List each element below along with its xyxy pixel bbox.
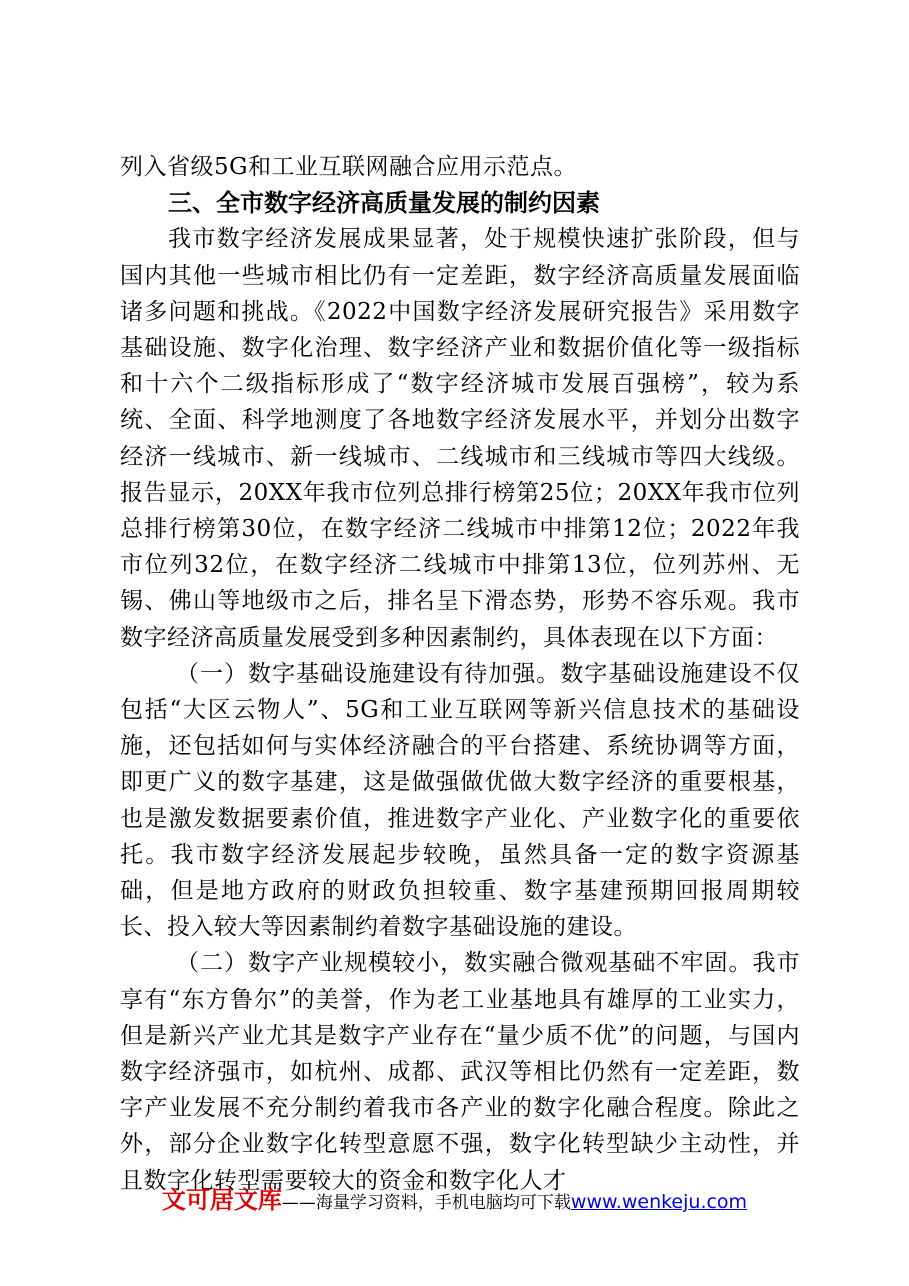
section-heading: 三、全市数字经济高质量发展的制约因素: [168, 189, 600, 218]
paragraph-continuation: 列入省级5G和工业互联网融合应用示范点。: [120, 154, 578, 180]
footer-brand: 文可居文库: [161, 1186, 282, 1214]
footer-tagline: ——海量学习资料，手机电脑均可下载: [281, 1193, 571, 1213]
paragraph-point-1: （一）数字基础设施建设有待加强。数字基础设施建设不仅包括“大区云物人”、5G和工业互联网等新兴信息技术的基础设施，还包括如何与实体经济融合的平台搭建、系统协调等方面，即更广义的数字基建，这是做强做优做大数字经济的重要根基，也是激发数据要素价值，推进数字产业化、产业数字化的重要依托。我市数字经济发展起步较晚，虽然具备一定的数字资源基础，但是地方政府的财政负担较重、数字基建预期回报周期较长、投入较大等因素制约着数字基础设施的建设。: [120, 660, 800, 941]
paragraph-intro: 我市数字经济发展成果显著，处于规模快速扩张阶段，但与国内其他一些城市相比仍有一定差距，数字经济高质量发展面临诸多问题和挑战。《2022中国数字经济发展研究报告》采用数字基础设施、数字化治理、数字经济产业和数据价值化等一级指标和十六个二级指标形成了“数字经济城市发展百强榜”，较为系统、全面、科学地测度了各地数字经济发展水平，并划分出数字经济一线城市、新一线城市、二线城市和三线城市等四大线级。报告显示，20XX年我市位列总排行榜第25位；20XX年我市位列总排行榜第30位，在数字经济二线城市中排第12位；2022年我市位列32位，在数字经济二线城市中排第13位，位列苏州、无锡、佛山等地级市之后，排名呈下滑态势，形势不容乐观。我市数字经济高质量发展受到多种因素制约，具体表现在以下方面：: [120, 226, 800, 651]
footer-link[interactable]: www.wenkeju.com: [570, 1191, 748, 1213]
document-body: [120, 149, 800, 1199]
footer-banner: [0, 1180, 909, 1215]
paragraph-point-2: （二）数字产业规模较小，数实融合微观基础不牢固。我市享有“东方鲁尔”的美誉，作为老工业基地具有雄厚的工业实力，但是新兴产业尤其是数字产业存在“量少质不优”的问题，与国内数字经济强市，如杭州、成都、武汉等相比仍然有一定差距，数字产业发展不充分制约着我市各产业的数字化融合程度。除此之外，部分企业数字化转型意愿不强，数字化转型缺少主动性，并且数字化转型需要较大的资金和数字化人才: [120, 950, 800, 1194]
